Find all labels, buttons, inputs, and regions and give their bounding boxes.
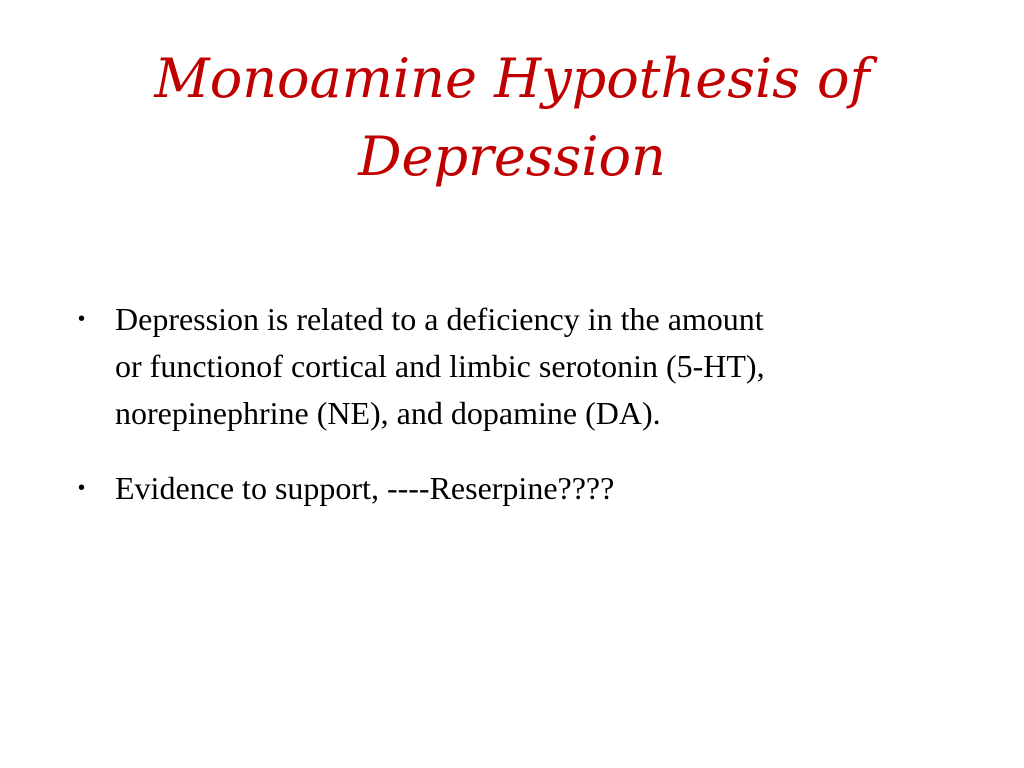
bullet-list bbox=[78, 296, 958, 540]
bullet-icon: • bbox=[78, 477, 86, 499]
bullet-1-line-1: Depression is related to a deficiency in the amount bbox=[115, 301, 764, 337]
bullet-1-line-3: norepinephrine (NE), and dopamine (DA). bbox=[115, 395, 661, 431]
bullet-icon: • bbox=[78, 308, 86, 330]
bullet-item-1 bbox=[78, 296, 958, 437]
bullet-1-line-2: or functionof cortical and limbic serotonin (5-HT), bbox=[115, 348, 765, 384]
bullet-2-line-1: Evidence to support, ----Reserpine???? bbox=[115, 470, 615, 506]
bullet-item-2 bbox=[78, 465, 958, 512]
slide-title bbox=[60, 40, 964, 196]
slide-title-line-2: Depression bbox=[358, 125, 666, 188]
slide-title-line-1: Monoamine Hypothesis of bbox=[154, 47, 870, 110]
